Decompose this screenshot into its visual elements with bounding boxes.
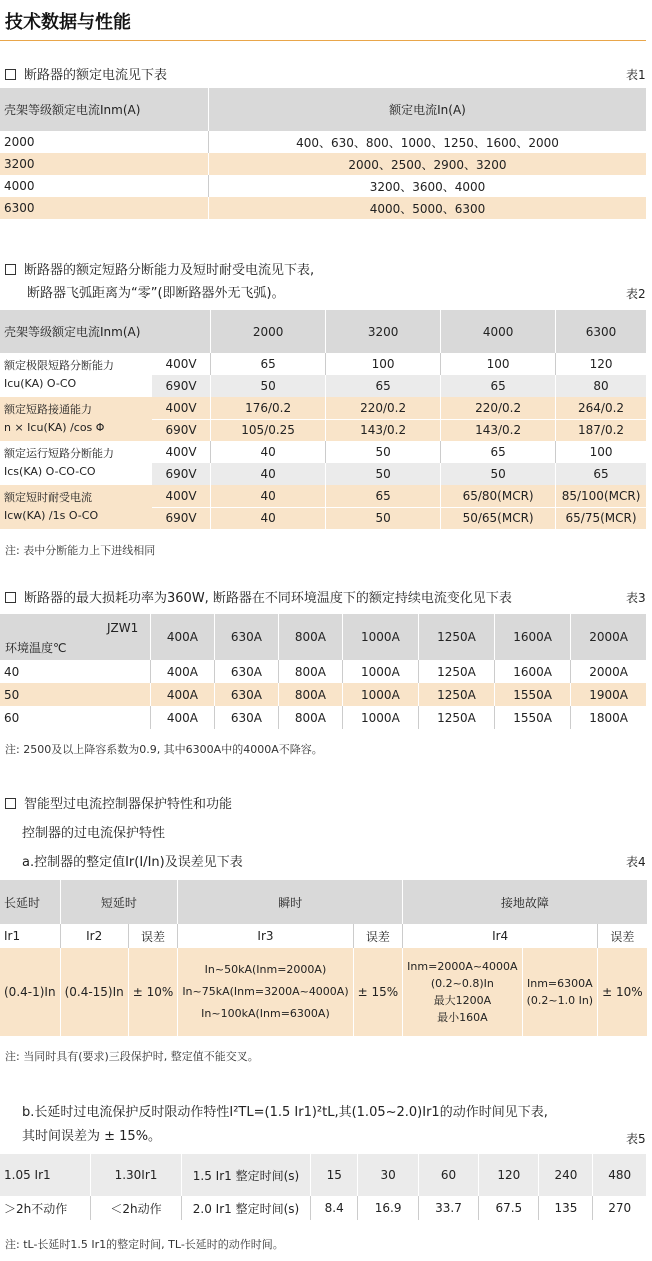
table3-header-col: 1250A [418, 614, 494, 660]
section4-sub1: 控制器的过电流保护特性 [22, 826, 166, 841]
table3-cell: 400A [151, 660, 215, 683]
table2-cell: 143/0.2 [326, 419, 441, 441]
table-row [0, 485, 646, 507]
table3-cell: 630A [214, 683, 278, 706]
table3-cell: 800A [278, 660, 342, 683]
table5-cell: 8.4 [311, 1196, 358, 1220]
table4-header-instant: 瞬时 [178, 880, 403, 924]
table2-cell: 65/80(MCR) [441, 485, 556, 507]
table2-cell: 50 [326, 507, 441, 529]
table4 [0, 880, 647, 1036]
table4-subheader: Ir1 [0, 924, 60, 948]
group-label-line: Ics(KA) O-CO-CO [4, 465, 96, 478]
table2-cell: 400V [152, 485, 211, 507]
table1-cell: 400、630、800、1000、1250、1600、2000 [209, 131, 647, 153]
group-label-line: 额定极限短路分断能力 [4, 359, 114, 372]
table2-header-col: 6300 [556, 310, 646, 353]
table1-cell: 2000、2500、2900、3200 [209, 153, 647, 175]
table4-subheader: 误差 [598, 924, 647, 948]
ground-line: Inm=6300A [526, 977, 593, 990]
table4-cell: (0.4-1)In [0, 948, 60, 1036]
table3-cell: 1800A [571, 706, 646, 729]
table-row [0, 706, 646, 729]
table5-cell: 33.7 [418, 1196, 478, 1220]
table1-cell: 2000 [0, 131, 209, 153]
table1-cell: 4000 [0, 175, 209, 197]
table2-cell: 40 [211, 507, 326, 529]
table-row [0, 197, 646, 219]
table2-group-label [0, 353, 152, 397]
table3 [0, 614, 646, 729]
table3-cell: 1000A [342, 706, 418, 729]
table3-cell: 1250A [418, 706, 494, 729]
table2-cell: 50 [441, 463, 556, 485]
table-row [0, 353, 646, 375]
ground-line: (0.2~1.0 In) [526, 994, 594, 1007]
table3-header-col: 1000A [342, 614, 418, 660]
table5-cell: 16.9 [358, 1196, 418, 1220]
table5-cell: 60 [418, 1154, 478, 1196]
table1-cell: 6300 [0, 197, 209, 219]
table3-cell: 1250A [418, 660, 494, 683]
table4-header-short: 短延时 [60, 880, 178, 924]
table2-cell: 40 [211, 463, 326, 485]
table2-header-frame: 壳架等级额定电流Inm(A) [0, 310, 211, 353]
table3-corner-bottom: 环境温度℃ [5, 641, 67, 655]
instant-line: In~100kA(Inm=6300A) [201, 1007, 330, 1020]
table5-label: 表5 [626, 1132, 646, 1146]
table2-cell: 65/75(MCR) [556, 507, 646, 529]
table1-cell: 3200 [0, 153, 209, 175]
table5-cell: 270 [593, 1196, 646, 1220]
title-divider [0, 40, 646, 41]
instant-line: In~50kA(Inm=2000A) [204, 963, 327, 976]
table4-cell: ± 15% [353, 948, 403, 1036]
table2-cell: 40 [211, 441, 326, 463]
table2-cell: 50/65(MCR) [441, 507, 556, 529]
table-row [0, 660, 646, 683]
table5-cell: 2.0 Ir1 整定时间(s) [182, 1196, 311, 1220]
table5 [0, 1154, 646, 1220]
table2-group-label [0, 441, 152, 485]
table2-cell: 400V [152, 353, 211, 375]
table-row [0, 1196, 646, 1220]
table3-cell: 400A [151, 706, 215, 729]
table2-cell: 120 [556, 353, 646, 375]
table3-header-col: 800A [278, 614, 342, 660]
instant-line: In~75kA(Inm=3200A~4000A) [182, 985, 349, 998]
table-row [0, 441, 646, 463]
table5-cell: 67.5 [479, 1196, 539, 1220]
table2-cell: 65 [556, 463, 646, 485]
table2-cell: 100 [441, 353, 556, 375]
table4-subheader: Ir4 [403, 924, 598, 948]
table5-cell: 135 [539, 1196, 593, 1220]
table3-note: 注: 2500及以上降容系数为0.9, 其中6300A中的4000A不降容。 [5, 743, 323, 756]
table3-cell: 800A [278, 683, 342, 706]
table2-cell: 85/100(MCR) [556, 485, 646, 507]
group-label-line: Icw(KA) /1s O-CO [4, 509, 99, 522]
table1-header-frame: 壳架等级额定电流Inm(A) [0, 88, 209, 131]
table2-cell: 264/0.2 [556, 397, 646, 419]
table5-note: 注: tL-长延时1.5 Ir1的整定时间, TL-长延时的动作时间。 [5, 1238, 284, 1251]
table4-subheader: Ir2 [60, 924, 128, 948]
table2-cell: 65 [326, 485, 441, 507]
table2-cell: 105/0.25 [211, 419, 326, 441]
table5-cell: 480 [593, 1154, 646, 1196]
group-label-line: Icu(KA) O-CO [4, 377, 77, 390]
section2-heading [5, 259, 314, 278]
group-label-line: n × Icu(KA) /cos Φ [4, 421, 105, 434]
table2-label: 表2 [626, 287, 646, 301]
section1-heading [5, 64, 167, 83]
table5-cell: ＜2h动作 [91, 1196, 182, 1220]
checkbox-square-icon [5, 592, 16, 603]
table3-cell: 1550A [495, 706, 571, 729]
table5-cell: 1.05 Ir1 [0, 1154, 91, 1196]
table1-header-current: 额定电流In(A) [209, 88, 647, 131]
table3-cell: 1000A [342, 660, 418, 683]
section3-heading [5, 587, 512, 606]
table4-header-ground: 接地故障 [403, 880, 647, 924]
table4-header-long: 长延时 [0, 880, 60, 924]
table2-cell: 220/0.2 [441, 397, 556, 419]
table2-cell: 50 [326, 441, 441, 463]
table4-cell [178, 948, 353, 1036]
ground-line: 最小160A [437, 1011, 488, 1024]
table3-cell: 2000A [571, 660, 646, 683]
table3-header-col: 1600A [495, 614, 571, 660]
table4-cell [403, 948, 522, 1036]
table-row [0, 948, 647, 1036]
table3-cell: 1600A [495, 660, 571, 683]
table3-header-col: 2000A [571, 614, 646, 660]
table3-cell: 1900A [571, 683, 646, 706]
section2-heading-line2: 断路器飞弧距离为“零”(即断路器外无飞弧)。 [27, 286, 285, 301]
table3-header-col: 400A [151, 614, 215, 660]
table2-cell: 65 [211, 353, 326, 375]
table4-label: 表4 [626, 855, 646, 869]
table2-group-label [0, 485, 152, 529]
section2-heading-text: 断路器的额定短路分断能力及短时耐受电流见下表, [24, 263, 315, 278]
table2-cell: 100 [556, 441, 646, 463]
table5-cell: 30 [358, 1154, 418, 1196]
table2-cell: 65 [326, 375, 441, 397]
ground-line: (0.2~0.8)In [430, 977, 494, 990]
table-row [0, 153, 646, 175]
table3-cell: 630A [214, 660, 278, 683]
table2-cell: 690V [152, 419, 211, 441]
table2-cell: 40 [211, 485, 326, 507]
table3-cell: 1000A [342, 683, 418, 706]
table2-header-col: 2000 [211, 310, 326, 353]
table2-cell: 80 [556, 375, 646, 397]
table5-cell: 240 [539, 1154, 593, 1196]
table2 [0, 310, 646, 529]
table-row [0, 1154, 646, 1196]
section5-heading-line2: 其时间误差为 ± 15%。 [22, 1129, 162, 1144]
table4-note: 注: 当同时具有(要求)三段保护时, 整定值不能交叉。 [5, 1050, 259, 1063]
table1-cell: 4000、5000、6300 [209, 197, 647, 219]
checkbox-square-icon [5, 798, 16, 809]
ground-line: 最大1200A [433, 994, 492, 1007]
table2-cell: 400V [152, 441, 211, 463]
table5-cell: 120 [479, 1154, 539, 1196]
table2-cell: 400V [152, 397, 211, 419]
table-row [0, 175, 646, 197]
table5-cell: 1.30Ir1 [91, 1154, 182, 1196]
table2-cell: 176/0.2 [211, 397, 326, 419]
table3-corner [0, 614, 151, 660]
table4-cell: ± 10% [598, 948, 647, 1036]
table2-header-col: 3200 [326, 310, 441, 353]
table1-cell: 3200、3600、4000 [209, 175, 647, 197]
table3-cell: 630A [214, 706, 278, 729]
table2-cell: 65 [441, 441, 556, 463]
table2-cell: 690V [152, 507, 211, 529]
table2-cell: 50 [211, 375, 326, 397]
table2-cell: 690V [152, 463, 211, 485]
table2-cell: 187/0.2 [556, 419, 646, 441]
table4-subheader: 误差 [353, 924, 403, 948]
table5-cell: 1.5 Ir1 整定时间(s) [182, 1154, 311, 1196]
section4-sub2: a.控制器的整定值Ir(I/In)及误差见下表 [22, 855, 243, 870]
table2-group-label [0, 397, 152, 441]
table2-cell: 100 [326, 353, 441, 375]
page-title: 技术数据与性能 [5, 12, 131, 33]
table1 [0, 88, 646, 219]
table-row [0, 397, 646, 419]
group-label-line: 额定短路接通能力 [4, 403, 92, 416]
table3-cell: 1550A [495, 683, 571, 706]
group-label-line: 额定短时耐受电流 [4, 491, 92, 504]
section1-heading-text: 断路器的额定电流见下表 [24, 68, 168, 83]
table2-cell: 220/0.2 [326, 397, 441, 419]
ground-line: Inm=2000A~4000A [407, 960, 518, 973]
table3-corner-top: JZW1 [107, 621, 139, 635]
table4-subheader: Ir3 [178, 924, 353, 948]
table5-cell: ＞2h不动作 [0, 1196, 91, 1220]
table2-cell: 65 [441, 375, 556, 397]
section3-heading-text: 断路器的最大损耗功率为360W, 断路器在不同环境温度下的额定持续电流变化见下表 [24, 591, 512, 606]
table2-cell: 50 [326, 463, 441, 485]
table3-cell: 50 [0, 683, 151, 706]
checkbox-square-icon [5, 264, 16, 275]
table3-cell: 1250A [418, 683, 494, 706]
table-row [0, 683, 646, 706]
table3-header-col: 630A [214, 614, 278, 660]
table3-cell: 60 [0, 706, 151, 729]
table3-cell: 800A [278, 706, 342, 729]
table3-cell: 40 [0, 660, 151, 683]
table2-note: 注: 表中分断能力上下进线相同 [5, 544, 156, 557]
table2-header-col: 4000 [441, 310, 556, 353]
checkbox-square-icon [5, 69, 16, 80]
table1-label: 表1 [626, 68, 646, 82]
table2-cell: 143/0.2 [441, 419, 556, 441]
section4-heading [5, 793, 232, 812]
table5-cell: 15 [311, 1154, 358, 1196]
table4-cell [522, 948, 598, 1036]
table4-cell: (0.4-15)In [60, 948, 128, 1036]
table3-cell: 400A [151, 683, 215, 706]
table2-cell: 690V [152, 375, 211, 397]
section5-heading-line1: b.长延时过电流保护反时限动作特性I²TL=(1.5 Ir1)²tL,其(1.05~2.0)Ir1的动作时间见下表, [22, 1105, 548, 1120]
table3-label: 表3 [626, 591, 646, 605]
group-label-line: 额定运行短路分断能力 [4, 447, 114, 460]
section4-heading-text: 智能型过电流控制器保护特性和功能 [24, 797, 233, 812]
table4-subheader: 误差 [128, 924, 178, 948]
table4-cell: ± 10% [128, 948, 178, 1036]
table-row [0, 131, 646, 153]
